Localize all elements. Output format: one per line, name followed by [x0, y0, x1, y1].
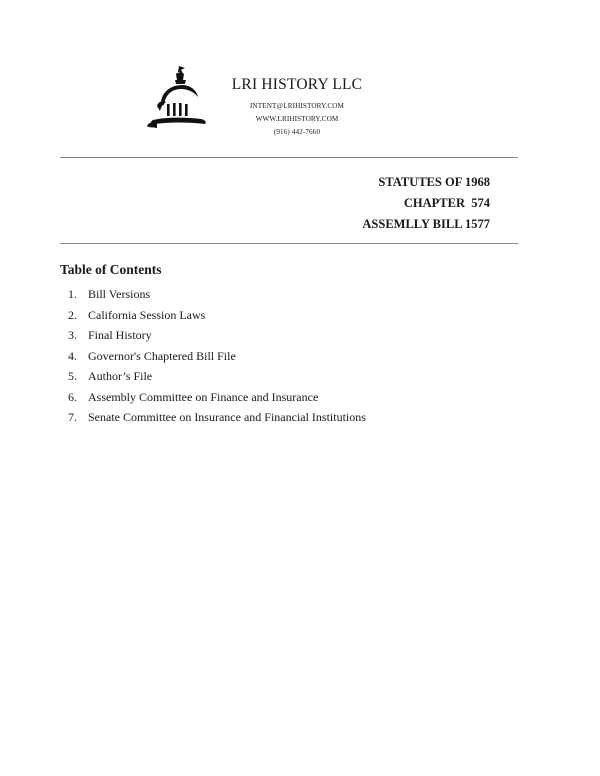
toc-item-label[interactable]: California Session Laws [88, 307, 206, 322]
toc-item-number: 1. [68, 287, 77, 301]
toc-item[interactable] [68, 387, 366, 408]
company-website[interactable]: WWW.LRIHISTORY.COM [255, 115, 339, 123]
toc-item-number: 7. [68, 410, 77, 424]
toc-item[interactable] [68, 284, 366, 305]
toc-item-number: 2. [68, 307, 77, 322]
toc-title: Table of Contents [60, 262, 162, 277]
company-phone: (916) 442-7660 [273, 128, 321, 136]
top-divider [60, 157, 518, 158]
toc-item-label[interactable]: Assembly Committee on Finance and Insurance [88, 389, 319, 404]
company-block [222, 76, 372, 139]
toc-item[interactable] [68, 366, 366, 387]
toc-item-number: 5. [68, 369, 77, 383]
toc-item-label[interactable]: Final History [88, 328, 152, 342]
toc-item[interactable] [68, 346, 366, 367]
capitol-dome-icon [145, 64, 213, 140]
statute-block [362, 172, 490, 235]
toc-item[interactable] [68, 325, 366, 346]
toc-item-label[interactable]: Author’s File [88, 369, 153, 383]
toc-item-number: 4. [68, 348, 77, 363]
toc-item-label[interactable]: Senate Committee on Insurance and Financial Institutions [88, 410, 366, 424]
company-name: LRI HISTORY LLC [231, 76, 363, 93]
toc-item[interactable] [68, 305, 366, 326]
company-email[interactable]: INTENT@LRIHISTORY.COM [249, 102, 345, 110]
toc-item-number: 3. [68, 328, 77, 342]
bottom-divider [60, 243, 518, 244]
toc-item[interactable] [68, 407, 366, 428]
statute-bill: ASSEMLLY BILL 1577 [362, 217, 490, 231]
toc-item-label[interactable]: Governor's Chaptered Bill File [88, 348, 236, 363]
toc-item-number: 6. [68, 389, 77, 404]
toc-item-label[interactable]: Bill Versions [88, 287, 151, 301]
statute-chapter: CHAPTER 574 [403, 196, 490, 210]
toc-list [68, 284, 366, 428]
statute-year: STATUTES OF 1968 [378, 175, 490, 189]
